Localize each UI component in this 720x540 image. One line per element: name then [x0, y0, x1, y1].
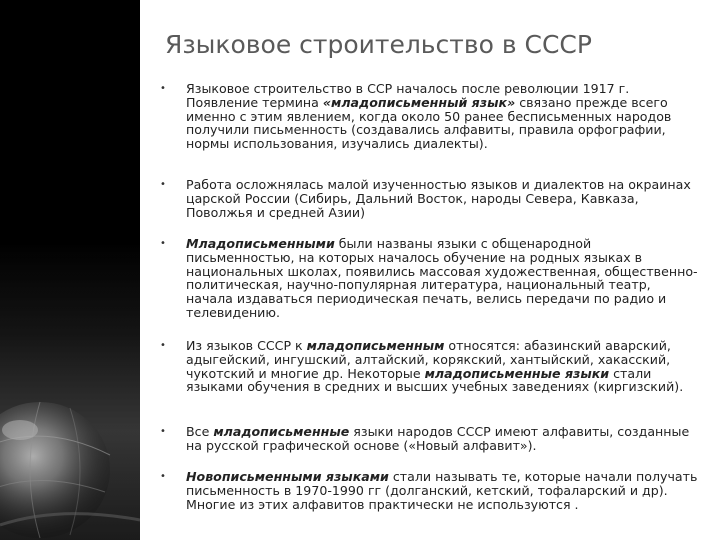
emphasis-term: «младописьменный язык»: [322, 94, 516, 110]
emphasis-term: младописьменным: [306, 338, 445, 353]
emphasis-term: Новописьменными языками: [186, 469, 389, 484]
bullet-text-run: Все: [186, 424, 214, 439]
bullet-text: [186, 178, 700, 219]
emphasis-term: младописьменные: [213, 424, 350, 439]
bullet-text-run: Из языков СССР к: [186, 338, 307, 353]
bullet-text: [186, 339, 700, 394]
emphasis-term: младописьменные языки: [424, 365, 610, 381]
bullet-text-run: языки народов СССР имеют алфавиты, созданные на русской графической основе («Новый алфавит»).: [186, 424, 690, 453]
bullet-dot-icon: •: [160, 83, 166, 94]
decorative-sidebar: [0, 0, 140, 540]
bullet-dot-icon: •: [160, 426, 166, 437]
bullet-item: [160, 82, 700, 151]
bullet-text-run: стали языками обучения в средних и высших учебных заведениях (киргизский).: [186, 365, 684, 395]
bullet-text-run: стали называть те, которые начали получать письменность в 1970-1990 гг (долганский, кетский, тофаларский и др). Многие из этих алфавитов практически не используются .: [186, 469, 698, 512]
bullet-text-run: связано прежде всего именно с этим явлением, когда около 50 ранее бесписьменных народов получили письменность (создавались алфавиты, правила орфографии, нормы использования, изучались диалекты).: [186, 94, 672, 152]
glass-globe-illustration: [0, 0, 140, 540]
bullet-text: [186, 82, 700, 151]
bullet-text-run: Работа осложнялась малой изученностью языков и диалектов на окраинах царской России (Сибирь, Дальний Восток, народы Севера, Кавказа, Поволжья и средней Азии): [186, 177, 691, 220]
bullet-text-run: были названы языки с общенародной письменностью, на которых началось обучение на родных языках в национальных школах, появились массовая художественная, общественно-политическая, научно-популярная литература, национальный театр, начала издаваться периодическая печать, велись передачи по радио и телевидению.: [186, 236, 698, 320]
bullet-item: [160, 425, 700, 453]
bullet-item: [160, 470, 700, 511]
bullet-dot-icon: •: [160, 179, 166, 190]
bullet-text-run: относятся: абазинский аварский, адыгейский, ингушский, алтайский, корякский, хантыйский, хакасский, чукотский и многие др. Некоторые: [186, 338, 671, 381]
bullet-dot-icon: •: [160, 471, 166, 482]
bullet-item: [160, 339, 700, 394]
bullet-item: [160, 178, 700, 219]
emphasis-term: Младописьменными: [186, 236, 335, 251]
bullet-dot-icon: •: [160, 238, 166, 249]
bullet-item: [160, 237, 700, 320]
bullet-text: [186, 425, 700, 453]
bullet-text-run: Языковое строительство в ССР началось после революции 1917 г. Появление термина: [186, 81, 630, 110]
bullet-text: [186, 237, 700, 320]
bullet-text: [186, 470, 700, 511]
bullet-dot-icon: •: [160, 340, 166, 351]
page-title: Языковое строительство в СССР: [165, 30, 592, 59]
